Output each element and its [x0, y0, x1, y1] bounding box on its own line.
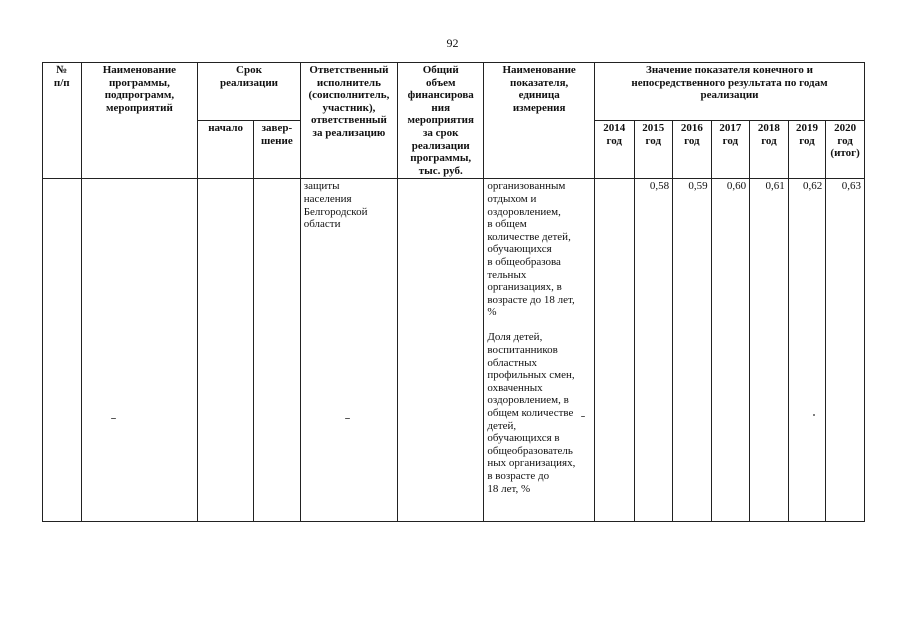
cell-indicator: организованным отдыхом и оздоровлением, в общем количестве детей, обучающихся в общеобразова тельных организациях, в возрасте до 18 лет, % Доля детей, воспитанников областных профильных смен, охваченных оздоровлением, в общем количестве детей, обучающихся в общеобразователь ных организациях, в возрасте до 18 лет, % — [484, 179, 595, 522]
cell-value-2016: 0,59 — [673, 179, 712, 522]
header-name: Наименование программы, подпрограмм, мероприятий — [81, 63, 198, 179]
header-year-2017: 2017 год — [711, 121, 750, 179]
cell-value-2018: 0,61 — [750, 179, 789, 522]
cell-num — [43, 179, 82, 522]
cell-funding — [398, 179, 484, 522]
header-year-2020: 2020 год (итог) — [826, 121, 865, 179]
page-number: 92 — [446, 36, 459, 50]
scan-speck — [111, 418, 116, 419]
cell-end — [254, 179, 301, 522]
cell-value-2017: 0,60 — [711, 179, 750, 522]
scan-speck — [345, 418, 350, 419]
cell-responsible: защиты населения Белгородской области — [300, 179, 397, 522]
cell-value-2015: 0,58 — [634, 179, 673, 522]
header-end: завер- шение — [254, 121, 301, 179]
indicator-table — [42, 62, 865, 522]
header-year-2014: 2014 год — [594, 121, 634, 179]
header-year-2015: 2015 год — [634, 121, 673, 179]
cell-value-2019: 0,62 — [788, 179, 826, 522]
header-responsible: Ответственный исполнитель (соисполнитель, участник), ответственный за реализацию — [300, 63, 397, 179]
cell-value-2014 — [594, 179, 634, 522]
header-indicator: Наименование показателя, единица измерения — [484, 63, 595, 179]
scan-speck — [581, 416, 585, 417]
header-values-group: Значение показателя конечного и непосредственного результата по годам реализации — [594, 63, 864, 121]
header-start: начало — [198, 121, 254, 179]
header-year-2016: 2016 год — [673, 121, 712, 179]
scan-speck — [813, 414, 815, 416]
header-funding: Общий объем финансирова ния мероприятия за срок реализации программы, тыс. руб. — [398, 63, 484, 179]
cell-start — [198, 179, 254, 522]
header-num: № п/п — [43, 63, 82, 179]
table-row — [43, 179, 865, 522]
header-year-2019: 2019 год — [788, 121, 826, 179]
cell-value-2020: 0,63 — [826, 179, 865, 522]
header-year-2018: 2018 год — [750, 121, 789, 179]
cell-name — [81, 179, 198, 522]
header-period: Срок реализации — [198, 63, 300, 121]
